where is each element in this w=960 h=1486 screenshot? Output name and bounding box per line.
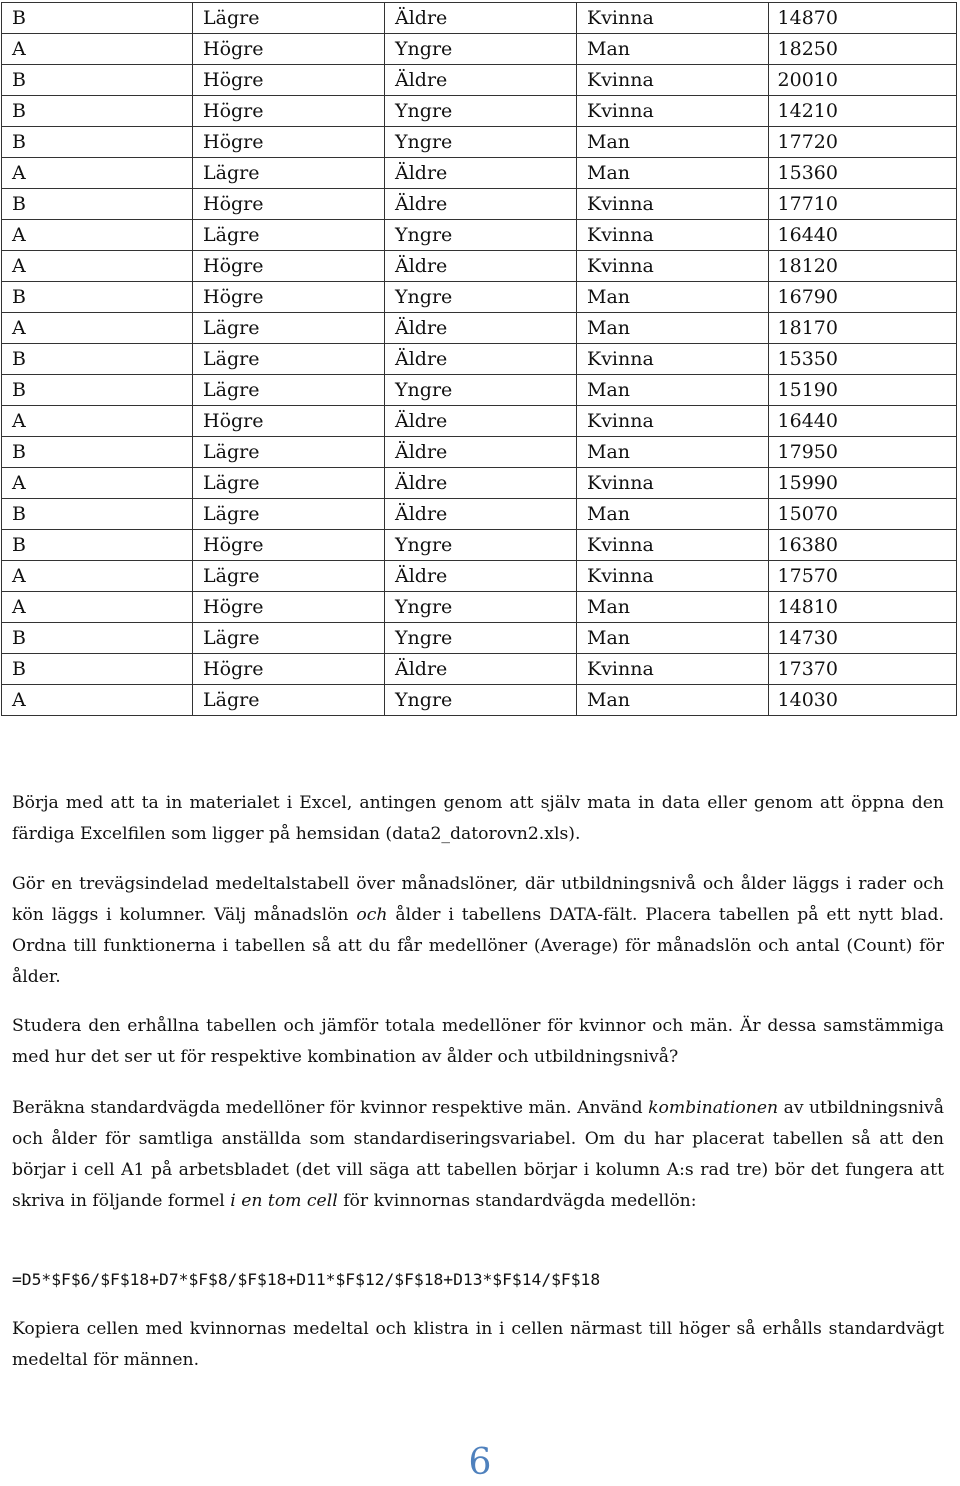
salary-cell: 15190: [769, 375, 957, 406]
group-cell: B: [2, 96, 193, 127]
gender-cell: Kvinna: [577, 468, 769, 499]
paragraph-intro-text: Börja med att ta in materialet i Excel, antingen genom att själv mata in data eller genom att öppna den färdiga Excelfilen som ligger på hemsidan (data2_datorovn2.xls).: [12, 793, 944, 844]
education-cell: Högre: [193, 530, 385, 561]
paragraph-standardize: [12, 1093, 944, 1217]
paragraph-compare-text: Studera den erhållna tabellen och jämför totala medellöner för kvinnor och män. Är dessa samstämmiga med hur det ser ut för respektive kombination av ålder och utbildningsnivå?: [12, 1016, 944, 1067]
gender-cell: Kvinna: [577, 96, 769, 127]
salary-cell: 18250: [769, 34, 957, 65]
table-row: [2, 34, 957, 65]
education-cell: Lägre: [193, 220, 385, 251]
age-cell: Äldre: [385, 406, 577, 437]
age-cell: Äldre: [385, 654, 577, 685]
age-cell: Äldre: [385, 313, 577, 344]
group-cell: B: [2, 3, 193, 34]
group-cell: B: [2, 437, 193, 468]
age-cell: Äldre: [385, 251, 577, 282]
education-cell: Högre: [193, 96, 385, 127]
salary-cell: 18170: [769, 313, 957, 344]
paragraph-standardize-text-3: för kvinnornas standardvägda medellön:: [337, 1191, 697, 1211]
gender-cell: Kvinna: [577, 654, 769, 685]
education-cell: Högre: [193, 65, 385, 96]
gender-cell: Kvinna: [577, 251, 769, 282]
education-cell: Högre: [193, 406, 385, 437]
education-cell: Lägre: [193, 375, 385, 406]
age-cell: Äldre: [385, 437, 577, 468]
gender-cell: Man: [577, 499, 769, 530]
education-cell: Lägre: [193, 158, 385, 189]
gender-cell: Man: [577, 282, 769, 313]
salary-cell: 14870: [769, 3, 957, 34]
gender-cell: Kvinna: [577, 530, 769, 561]
paragraph-copy: [12, 1314, 944, 1376]
group-cell: B: [2, 375, 193, 406]
paragraph-standardize-emphasis-2: i en tom cell: [230, 1191, 338, 1211]
table-row: [2, 127, 957, 158]
age-cell: Yngre: [385, 375, 577, 406]
table-row: [2, 499, 957, 530]
education-cell: Högre: [193, 251, 385, 282]
age-cell: Yngre: [385, 96, 577, 127]
table-row: [2, 96, 957, 127]
table-row: [2, 530, 957, 561]
table-row: [2, 406, 957, 437]
paragraph-pivot-text-2: ålder i tabellens DATA-fält. Placera tabellen på ett nytt blad. Ordna till funktionerna i tabellen så att du får medellöner (Average) för månadslön och antal (Count) för ålder.: [12, 905, 945, 987]
group-cell: A: [2, 34, 193, 65]
table-row: [2, 282, 957, 313]
salary-cell: 14810: [769, 592, 957, 623]
gender-cell: Kvinna: [577, 3, 769, 34]
education-cell: Lägre: [193, 623, 385, 654]
paragraph-compare: [12, 1011, 944, 1073]
salary-cell: 17720: [769, 127, 957, 158]
education-cell: Lägre: [193, 468, 385, 499]
gender-cell: Man: [577, 437, 769, 468]
group-cell: B: [2, 127, 193, 158]
table-row: [2, 158, 957, 189]
table-row: [2, 437, 957, 468]
age-cell: Yngre: [385, 685, 577, 716]
gender-cell: Kvinna: [577, 65, 769, 96]
education-cell: Lägre: [193, 685, 385, 716]
table-row: [2, 3, 957, 34]
group-cell: A: [2, 561, 193, 592]
gender-cell: Man: [577, 685, 769, 716]
group-cell: A: [2, 406, 193, 437]
table-row: [2, 65, 957, 96]
gender-cell: Man: [577, 313, 769, 344]
paragraph-copy-text: Kopiera cellen med kvinnornas medeltal och klistra in i cellen närmast till höger så erhålls standardvägt medeltal för männen.: [12, 1319, 944, 1370]
group-cell: B: [2, 530, 193, 561]
salary-cell: 14030: [769, 685, 957, 716]
gender-cell: Man: [577, 34, 769, 65]
age-cell: Yngre: [385, 34, 577, 65]
age-cell: Yngre: [385, 530, 577, 561]
age-cell: Yngre: [385, 592, 577, 623]
age-cell: Yngre: [385, 282, 577, 313]
group-cell: B: [2, 189, 193, 220]
age-cell: Äldre: [385, 65, 577, 96]
salary-cell: 17370: [769, 654, 957, 685]
education-cell: Högre: [193, 654, 385, 685]
table-row: [2, 561, 957, 592]
table-body: [2, 3, 957, 716]
salary-cell: 15990: [769, 468, 957, 499]
gender-cell: Kvinna: [577, 561, 769, 592]
age-cell: Yngre: [385, 220, 577, 251]
age-cell: Äldre: [385, 561, 577, 592]
table-row: [2, 220, 957, 251]
group-cell: A: [2, 251, 193, 282]
gender-cell: Kvinna: [577, 189, 769, 220]
group-cell: B: [2, 499, 193, 530]
salary-cell: 15350: [769, 344, 957, 375]
table-row: [2, 344, 957, 375]
age-cell: Äldre: [385, 344, 577, 375]
age-cell: Äldre: [385, 499, 577, 530]
education-cell: Högre: [193, 592, 385, 623]
gender-cell: Kvinna: [577, 344, 769, 375]
salary-cell: 18120: [769, 251, 957, 282]
group-cell: B: [2, 654, 193, 685]
group-cell: A: [2, 685, 193, 716]
group-cell: A: [2, 468, 193, 499]
age-cell: Yngre: [385, 127, 577, 158]
salary-cell: 15070: [769, 499, 957, 530]
salary-cell: 14210: [769, 96, 957, 127]
group-cell: B: [2, 344, 193, 375]
age-cell: Äldre: [385, 3, 577, 34]
group-cell: A: [2, 158, 193, 189]
table-row: [2, 685, 957, 716]
education-cell: Lägre: [193, 561, 385, 592]
education-cell: Lägre: [193, 344, 385, 375]
gender-cell: Man: [577, 375, 769, 406]
age-cell: Äldre: [385, 468, 577, 499]
age-cell: Äldre: [385, 158, 577, 189]
group-cell: A: [2, 592, 193, 623]
table-row: [2, 313, 957, 344]
salary-cell: 16790: [769, 282, 957, 313]
salary-cell: 17710: [769, 189, 957, 220]
salary-cell: 14730: [769, 623, 957, 654]
group-cell: B: [2, 282, 193, 313]
table-row: [2, 375, 957, 406]
page-number: 6: [468, 1442, 492, 1483]
education-cell: Högre: [193, 127, 385, 158]
education-cell: Lägre: [193, 437, 385, 468]
gender-cell: Man: [577, 158, 769, 189]
salary-cell: 17950: [769, 437, 957, 468]
education-cell: Lägre: [193, 3, 385, 34]
education-cell: Högre: [193, 34, 385, 65]
paragraph-intro: [12, 788, 944, 850]
age-cell: Yngre: [385, 623, 577, 654]
data-table: [1, 2, 957, 716]
gender-cell: Man: [577, 127, 769, 158]
salary-cell: 16440: [769, 220, 957, 251]
group-cell: A: [2, 220, 193, 251]
age-cell: Äldre: [385, 189, 577, 220]
education-cell: Högre: [193, 189, 385, 220]
gender-cell: Man: [577, 623, 769, 654]
table-row: [2, 592, 957, 623]
salary-cell: 16380: [769, 530, 957, 561]
gender-cell: Kvinna: [577, 406, 769, 437]
group-cell: A: [2, 313, 193, 344]
table-row: [2, 251, 957, 282]
table-row: [2, 468, 957, 499]
paragraph-standardize-emphasis-1: kombinationen: [648, 1098, 779, 1118]
gender-cell: Kvinna: [577, 220, 769, 251]
paragraph-pivot-text-1: Gör en trevägsindelad medeltalstabell över månadslöner, där utbildningsnivå och ålder läggs i rader och kön läggs i kolumner. Välj månadslön: [12, 874, 944, 925]
education-cell: Lägre: [193, 313, 385, 344]
education-cell: Högre: [193, 282, 385, 313]
salary-cell: 17570: [769, 561, 957, 592]
paragraph-standardize-text-2: av utbildningsnivå och ålder för samtliga anställda som standardiseringsvariabel. Om du har placerat tabellen så att den börjar i cell A1 på arbetsbladet (det vill säga att tabellen börjar i kolumn A:s rad tre) bör det fungera att skriva in följande formel: [12, 1098, 945, 1211]
table-row: [2, 654, 957, 685]
group-cell: B: [2, 623, 193, 654]
paragraph-standardize-text-1: Beräkna standardvägda medellöner för kvinnor respektive män. Använd: [12, 1098, 649, 1118]
gender-cell: Man: [577, 592, 769, 623]
excel-formula: =D5*$F$6/$F$18+D7*$F$8/$F$18+D11*$F$12/$F$18+D13*$F$14/$F$18: [12, 1270, 601, 1289]
salary-cell: 15360: [769, 158, 957, 189]
paragraph-pivot-instructions: [12, 869, 944, 993]
table-row: [2, 623, 957, 654]
paragraph-pivot-emphasis: och: [356, 905, 388, 925]
table-row: [2, 189, 957, 220]
group-cell: B: [2, 65, 193, 96]
salary-cell: 20010: [769, 65, 957, 96]
education-cell: Lägre: [193, 499, 385, 530]
salary-cell: 16440: [769, 406, 957, 437]
